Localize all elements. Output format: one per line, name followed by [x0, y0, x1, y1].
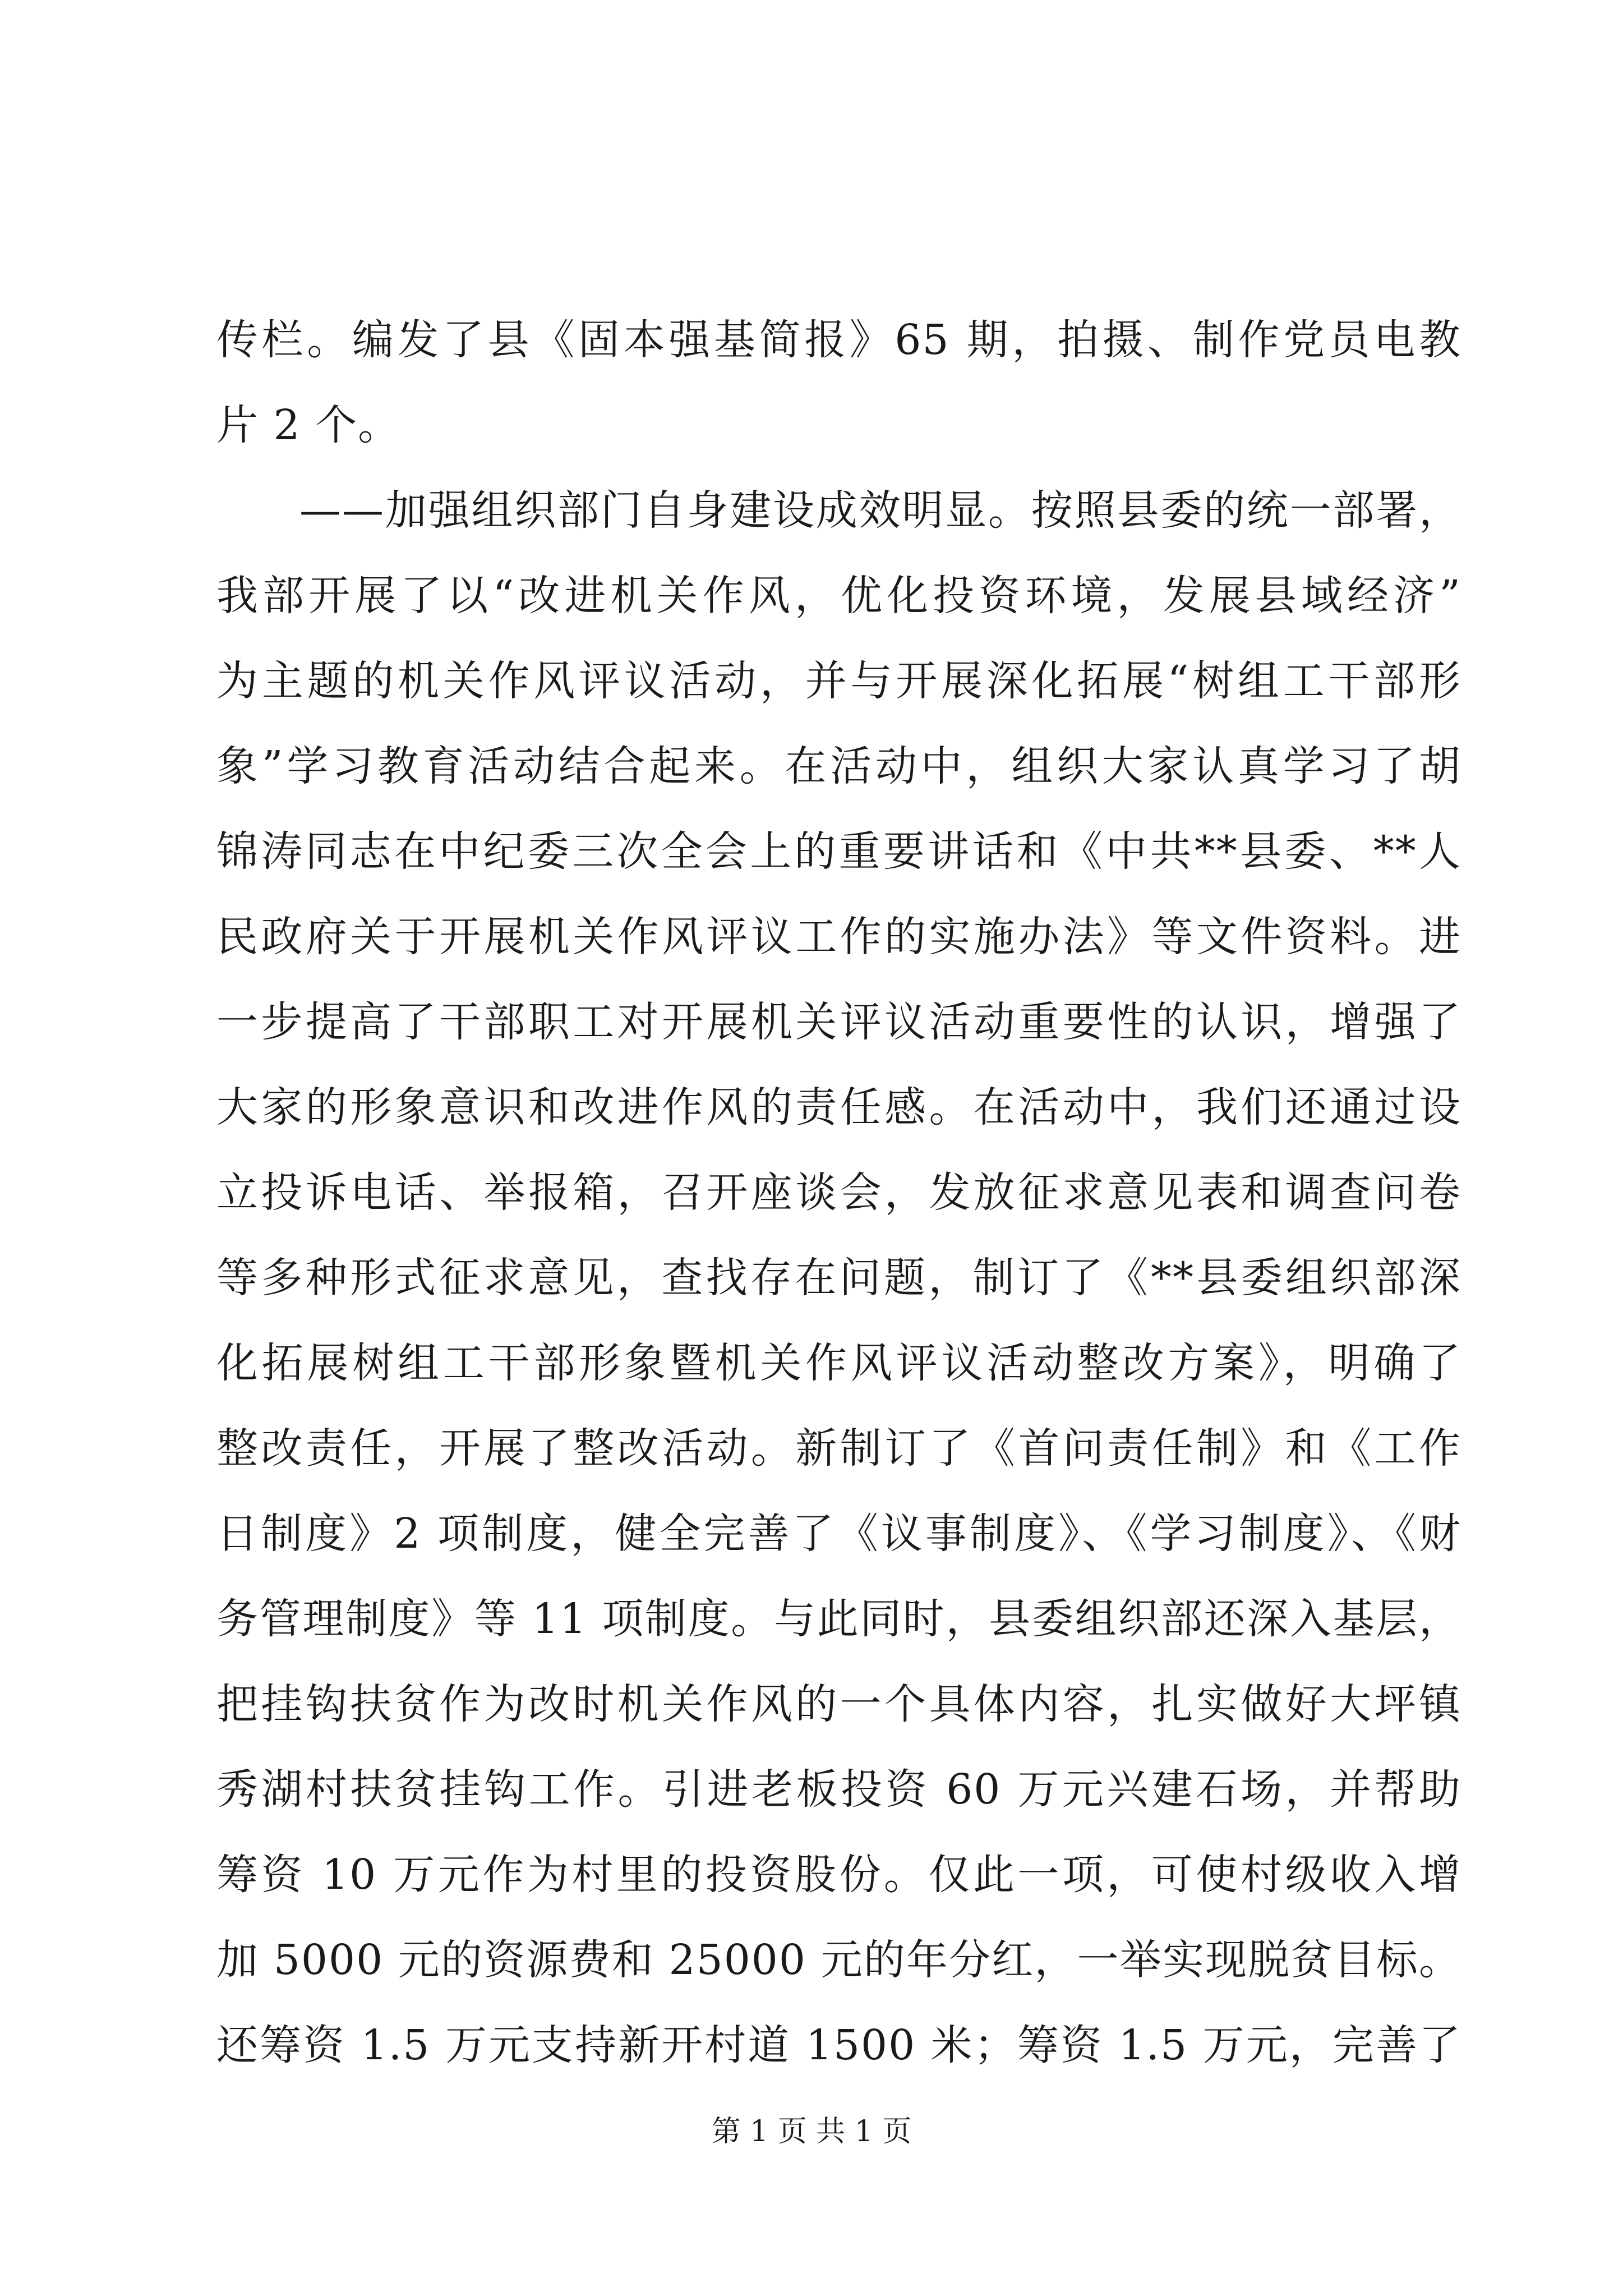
- text-line: 立投诉电话、举报箱，召开座谈会，发放征求意见表和调查问卷: [216, 1168, 1461, 1217]
- text-line: 我部开展了以“改进机关作风，优化投资环境，发展县域经济”: [216, 572, 1461, 620]
- text-line: 民政府关于开展机关作风评议工作的实施办法》等文件资料。进: [216, 913, 1461, 961]
- text-line: 等多种形式征求意见，查找存在问题，制订了《**县委组织部深: [216, 1254, 1461, 1302]
- text-line: 传栏。编发了县《固本强基简报》65 期，拍摄、制作党员电教: [216, 316, 1461, 364]
- text-line: 日制度》2 项制度，健全完善了《议事制度》、《学习制度》、《财: [216, 1510, 1461, 1558]
- text-line: 大家的形象意识和改进作风的责任感。在活动中，我们还通过设: [216, 1083, 1461, 1131]
- text-line: 务管理制度》等 11 项制度。与此同时，县委组织部还深入基层，: [216, 1595, 1461, 1643]
- text-line: 片 2 个。: [216, 401, 401, 449]
- text-line: ——加强组织部门自身建设成效明显。按照县委的统一部署，: [299, 486, 1461, 535]
- text-line: 加 5000 元的资源费和 25000 元的年分红，一举实现脱贫目标。: [216, 1936, 1461, 1984]
- text-line: 锦涛同志在中纪委三次全会上的重要讲话和《中共**县委、**人: [216, 827, 1461, 876]
- text-line: 为主题的机关作风评议活动，并与开展深化拓展“树组工干部形: [216, 657, 1461, 705]
- page-footer: 第 1 页 共 1 页: [711, 2115, 912, 2148]
- text-line: 把挂钩扶贫作为改时机关作风的一个具体内容，扎实做好大坪镇: [216, 1680, 1461, 1728]
- text-line: 筹资 10 万元作为村里的投资股份。仅此一项，可使村级收入增: [216, 1851, 1461, 1899]
- document-body: [216, 297, 1461, 2088]
- text-line: 整改责任，开展了整改活动。新制订了《首问责任制》和《工作: [216, 1424, 1461, 1473]
- text-line: 秀湖村扶贫挂钩工作。引进老板投资 60 万元兴建石场，并帮助: [216, 1765, 1461, 1814]
- text-line: 化拓展树组工干部形象暨机关作风评议活动整改方案》，明确了: [216, 1339, 1461, 1387]
- text-line: 还筹资 1.5 万元支持新开村道 1500 米；筹资 1.5 万元，完善了: [216, 2021, 1461, 2069]
- text-line: 一步提高了干部职工对开展机关评议活动重要性的认识，增强了: [216, 998, 1461, 1046]
- text-line: 象”学习教育活动结合起来。在活动中，组织大家认真学习了胡: [216, 742, 1461, 790]
